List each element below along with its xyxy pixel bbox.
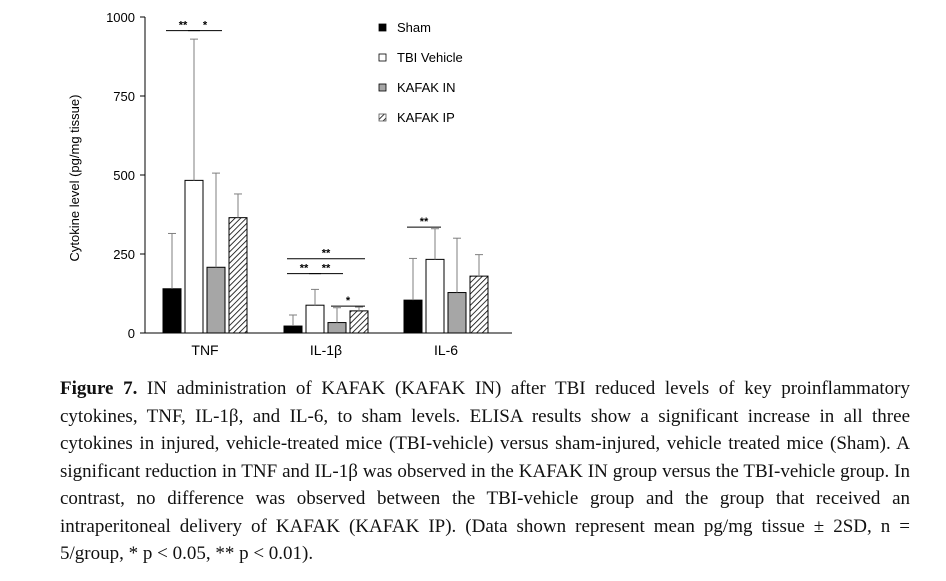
- significance-label: *: [345, 295, 351, 308]
- legend-entry: Sham: [397, 20, 431, 35]
- bar: [163, 289, 181, 333]
- y-tick-label: 1000: [106, 10, 135, 25]
- significance-label: **: [299, 262, 309, 275]
- y-tick-label: 250: [113, 247, 135, 262]
- legend-swatch: [379, 114, 386, 121]
- significance-label: **: [321, 262, 331, 275]
- x-category-label: IL-1β: [309, 342, 343, 358]
- bar: [185, 180, 203, 333]
- figure-caption: [60, 375, 910, 568]
- bar: [284, 326, 302, 333]
- legend-swatch: [379, 24, 386, 31]
- y-tick-label: 0: [127, 326, 135, 341]
- caption-label: Figure 7.: [60, 378, 138, 399]
- bar: [229, 218, 247, 333]
- bar: [306, 305, 324, 333]
- y-axis-label: Cytokine level (pg/mg tissue): [67, 94, 82, 262]
- legend-swatch: [379, 84, 386, 91]
- chart-legend: [379, 20, 463, 125]
- significance-label: **: [419, 216, 429, 229]
- significance-label: **: [321, 247, 331, 260]
- bar: [350, 311, 368, 333]
- bar: [448, 293, 466, 333]
- bar: [426, 259, 444, 333]
- bar: [470, 276, 488, 333]
- bar: [404, 300, 422, 333]
- caption-text: IN administration of KAFAK (KAFAK IN) after TBI reduced levels of key proinflammatory cytokines, TNF, IL-1β, and IL-6, to sham levels. ELISA results show a significant increase in all three cytokines in injured, vehicle-treated mice (TBI-vehicle) versus sham-injured, vehicle treated mice (Sham). A significant reduction in TNF and IL-1β was observed in the KAFAK IN group versus the TBI-vehicle group. In contrast, no difference was observed between the TBI-vehicle group and the group that received an intraperitoneal delivery of KAFAK (KAFAK IP). (Data shown represent mean pg/mg tissue ± 2SD, n = 5/group, * p < 0.05, ** p < 0.01).: [60, 378, 910, 564]
- significance-label: **: [178, 19, 188, 32]
- bar: [328, 323, 346, 333]
- significance-label: *: [202, 19, 208, 32]
- legend-entry: KAFAK IN: [397, 80, 456, 95]
- legend-entry: TBI Vehicle: [397, 50, 463, 65]
- y-tick-label: 750: [113, 89, 135, 104]
- y-tick-label: 500: [113, 168, 135, 183]
- x-category-label: TNF: [191, 342, 219, 358]
- legend-entry: KAFAK IP: [397, 110, 455, 125]
- x-category-label: IL-6: [433, 342, 459, 358]
- bar: [207, 267, 225, 333]
- legend-swatch: [379, 54, 386, 61]
